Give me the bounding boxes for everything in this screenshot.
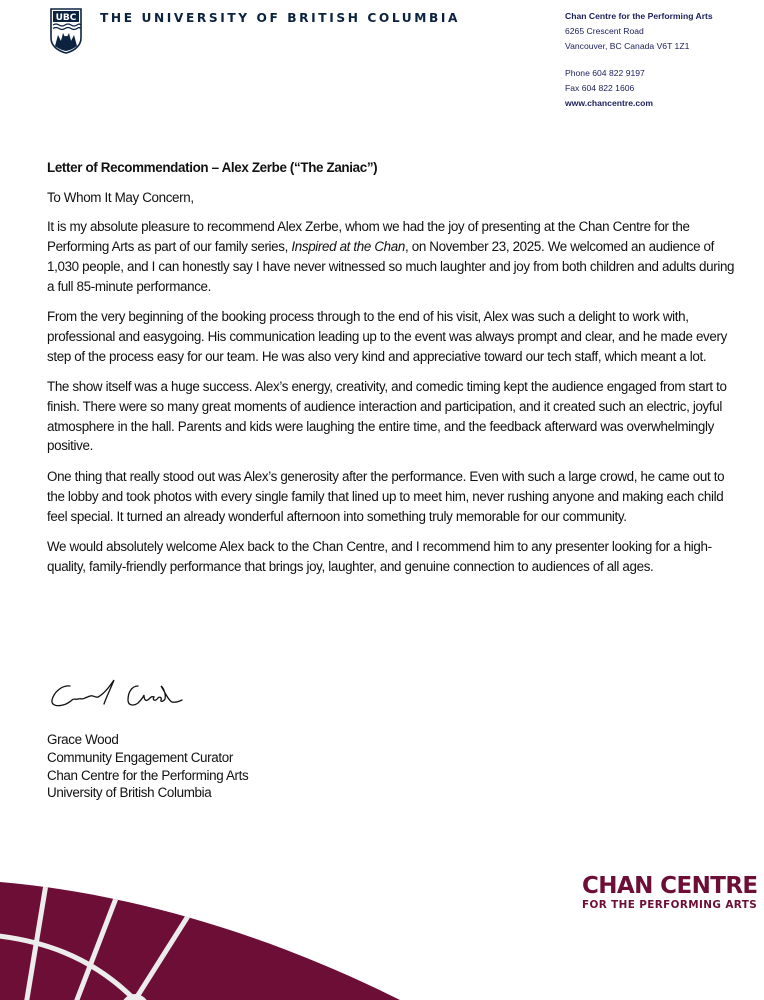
address-org: Chan Centre for the Performing Arts <box>565 11 713 21</box>
chan-centre-logo-line2: FOR THE PERFORMING ARTS <box>582 899 758 911</box>
svg-text:UBC: UBC <box>55 13 77 23</box>
signatory-institution: University of British Columbia <box>47 785 212 801</box>
chan-centre-logo <box>582 874 758 911</box>
paragraph-5: We would absolutely welcome Alex back to the Chan Centre, and I recommend him to any presenter looking for a high-quality, family-friendly performance that brings joy, laughter, and genuine connection to audiences of all ages. <box>47 539 712 574</box>
address-website-link[interactable]: www.chancentre.com <box>565 98 654 108</box>
address-phone: Phone 604 822 9197 <box>565 68 645 78</box>
paragraph-2: From the very beginning of the booking process through to the end of his visit, Alex was such a delight to work with, professional and easygoing. His communication leading up to the event was always prompt and clear, and he made every step of the process easy for our team. He was also very kind and appreciative toward our tech staff, which meant a lot. <box>47 309 727 364</box>
paragraph-1: It is my absolute pleasure to recommend Alex Zerbe, whom we had the joy of presenting at the Chan Centre for the Performing Arts as part of our family series, Inspired at the Chan, on November 23, 2025. We welcomed an audience of 1,030 people, and I can honestly say I have never witnessed so much laughter and joy from both children and adults during a full 85-minute performance. <box>47 219 735 294</box>
signatory-name: Grace Wood <box>47 732 119 747</box>
address-fax: Fax 604 822 1606 <box>565 83 635 93</box>
paragraph-4: One thing that really stood out was Alex’s generosity after the performance. Even with such a large crowd, he came out to the lobby and took photos with every single family that lined up to meet him, never rushing anyone and making each child feel special. It turned an already wonderful afternoon into something truly memorable for our community. <box>47 469 725 524</box>
signatory-block <box>47 731 248 802</box>
university-wordmark: THE UNIVERSITY OF BRITISH COLUMBIA <box>100 11 461 25</box>
address-street: 6265 Crescent Road <box>565 26 644 36</box>
ubc-crest-icon <box>50 8 82 54</box>
letter-title: Letter of Recommendation – Alex Zerbe (“The Zaniac”) <box>47 160 378 175</box>
letter-greeting: To Whom It May Concern, <box>47 189 194 205</box>
paragraph-3: The show itself was a huge success. Alex’s energy, creativity, and comedic timing kept the audience engaged from start to finish. There were so many great moments of audience interaction and participation, and it created such an electric, joyful atmosphere in the hall. Parents and kids were laughing the entire time, and the feedback afterward was overwhelmingly positive. <box>47 379 727 454</box>
chan-centre-logo-line1: CHAN CENTRE <box>582 873 758 899</box>
handwritten-signature <box>48 676 208 718</box>
signatory-title: Community Engagement Curator <box>47 749 233 765</box>
decorative-arc-graphic <box>0 860 420 1000</box>
series-name: Inspired at the Chan <box>291 239 405 255</box>
signatory-organization: Chan Centre for the Performing Arts <box>47 767 249 783</box>
letter-body <box>47 158 737 588</box>
address-block <box>565 9 713 111</box>
address-city: Vancouver, BC Canada V6T 1Z1 <box>565 41 690 51</box>
